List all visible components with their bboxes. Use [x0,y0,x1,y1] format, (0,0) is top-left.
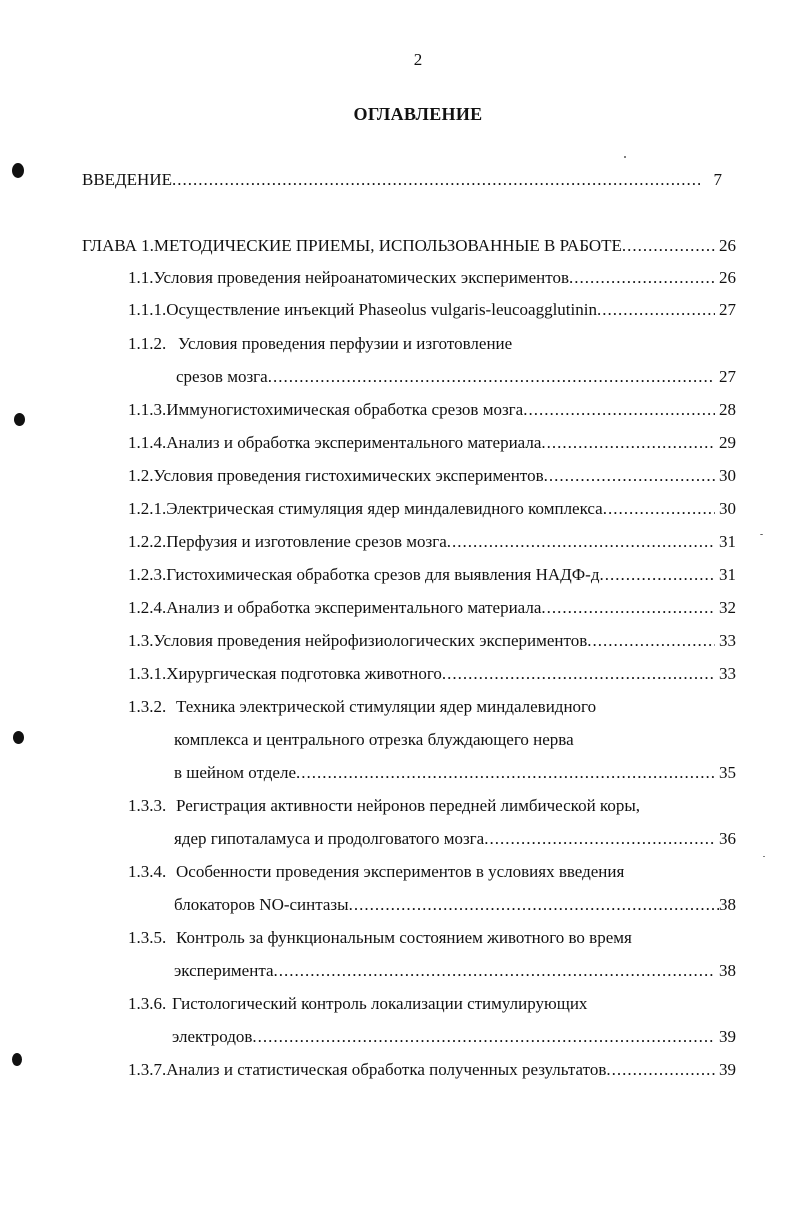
toc-entry-1-3-2[interactable] [128,695,736,719]
toc-entry-title: Гистохимическая обработка срезов для выявления НАДФ-д [166,565,600,584]
toc-leader-dots [274,959,715,983]
toc-page-number: 38 [719,895,736,914]
toc-entry-1-3-3-continuation[interactable] [174,827,736,851]
toc-entry-1-1-4[interactable] [128,431,736,455]
toc-entry-1-3-4-continuation[interactable] [174,893,736,917]
toc-page-number: 39 [719,1027,736,1046]
toc-page-number: 33 [719,664,736,683]
toc-leader-dots [349,893,719,917]
toc-entry-number: 1.3.4. [128,862,167,881]
toc-leader-dots [569,266,715,290]
toc-entry-number: 1.3.7. [128,1060,167,1079]
toc-entry-title: Хирургическая подготовка животного [166,664,442,683]
toc-entry-title: Анализ и статистическая обработка полученных результатов [166,1060,607,1079]
toc-entry-1-3-2-continuation[interactable] [174,761,736,785]
toc-entry-1-3[interactable] [128,629,736,653]
binder-hole-mark [12,163,24,178]
toc-page-number: 7 [713,170,722,189]
toc-leader-dots [442,662,715,686]
toc-leader-dots [296,761,715,785]
toc-entry-1-3-5-continuation[interactable] [174,959,736,983]
toc-entry-title: эксперимента [174,961,274,980]
toc-page-number: 26 [719,236,736,255]
toc-leader-dots [622,234,715,258]
toc-entry-title: Анализ и обработка экспериментального материала [166,598,542,617]
toc-entry-1-3-4[interactable] [128,860,736,884]
toc-page-number: 31 [719,565,736,584]
toc-entry-title: Условия проведения нейроанатомических экспериментов [153,268,569,287]
toc-entry-1-2-3[interactable] [128,563,736,587]
toc-entry-number: 1.2.4. [128,598,167,617]
toc-entry-number: 1.1.3. [128,400,167,419]
toc-entry-title: Условия проведения нейрофизиологических экспериментов [153,631,588,650]
toc-entry-1-2-4[interactable] [128,596,736,620]
toc-entry-1-1-2-continuation[interactable] [176,365,736,389]
toc-entry-number: 1.2.1. [128,499,167,518]
toc-page-number: 29 [719,433,736,452]
toc-entry-1-3-3[interactable] [128,794,736,818]
toc-entry-title: Условия проведения гистохимических экспериментов [153,466,544,485]
page-title: ОГЛАВЛЕНИЕ [353,104,483,124]
toc-entry-number: 1.1. [128,268,154,287]
toc-entry-title: Контроль за функциональным состоянием животного во время [176,928,632,947]
toc-entry-intro[interactable] [82,168,722,192]
toc-entry-number: 1.3.1. [128,664,167,683]
toc-entry-number: ГЛАВА 1. [82,236,154,255]
toc-entry-1-1-3[interactable] [128,398,736,422]
page-number: 2 [413,50,423,69]
toc-entry-1-3-6[interactable] [128,992,736,1016]
toc-page-number: 28 [719,400,736,419]
toc-leader-dots [599,563,715,587]
toc-entry-title: электродов [172,1027,253,1046]
toc-entry-number: 1.2. [128,466,154,485]
toc-entry-1-3-5[interactable] [128,926,736,950]
toc-entry-chapter-1[interactable] [82,234,736,258]
toc-entry-title: Гистологический контроль локализации стимулирующих [172,994,588,1013]
toc-entry-1-2-1[interactable] [128,497,736,521]
toc-leader-dots [541,596,715,620]
toc-page-number: 33 [719,631,736,650]
toc-entry-number: 1.1.1. [128,300,167,319]
toc-leader-dots [172,168,700,192]
toc-entry-number: 1.3.5. [128,928,167,947]
toc-entry-1-1[interactable] [128,266,736,290]
toc-leader-dots [484,827,715,851]
toc-leader-dots [606,1058,715,1082]
binder-hole-mark [13,731,24,744]
toc-entry-title: Особенности проведения экспериментов в условиях введения [176,862,625,881]
toc-entry-number: 1.3.6. [128,994,167,1013]
toc-page-number: 26 [719,268,736,287]
toc-page-number: 27 [719,300,736,319]
toc-page-number: 32 [719,598,736,617]
scan-speck [624,156,626,158]
toc-leader-dots [523,398,715,422]
toc-entry-title: ядер гипоталамуса и продолговатого мозга [174,829,485,848]
toc-entry-number: 1.1.2. [128,334,167,353]
toc-page-number: 38 [719,961,736,980]
toc-leader-dots [587,629,715,653]
toc-entry-number: 1.2.2. [128,532,167,551]
toc-leader-dots [541,431,715,455]
toc-leader-dots [268,365,715,389]
toc-leader-dots [603,497,715,521]
scan-speck [760,534,763,535]
toc-page-number: 30 [719,466,736,485]
toc-page-number: 27 [719,367,736,386]
toc-entry-title: Регистрация активности нейронов передней лимбической коры, [176,796,640,815]
toc-entry-1-3-6-continuation[interactable] [172,1025,736,1049]
toc-entry-1-3-1[interactable] [128,662,736,686]
toc-entry-title: Условия проведения перфузии и изготовление [178,334,513,353]
toc-entry-title: Электрическая стимуляция ядер миндалевидного комплекса [166,499,603,518]
toc-entry-1-1-1[interactable] [128,298,736,322]
toc-entry-number: 1.3.3. [128,796,167,815]
toc-page-number: 39 [719,1060,736,1079]
toc-entry-1-3-7[interactable] [128,1058,736,1082]
toc-entry-title: срезов мозга [176,367,268,386]
toc-entry-number: 1.3. [128,631,154,650]
toc-page-number: 36 [719,829,736,848]
toc-entry-1-2[interactable] [128,464,736,488]
binder-hole-mark [14,413,25,426]
toc-entry-title: блокаторов NO-синтазы [174,895,349,914]
toc-entry-number: 1.2.3. [128,565,167,584]
toc-page-number: 31 [719,532,736,551]
toc-leader-dots [597,298,715,322]
binder-hole-mark [12,1053,22,1066]
toc-page-number: 30 [719,499,736,518]
scan-speck [763,856,765,857]
toc-entry-title: Иммуногистохимическая обработка срезов мозга [166,400,524,419]
toc-entry-title: ВВЕДЕНИЕ [82,170,172,189]
toc-entry-title: в шейном отделе [174,763,296,782]
toc-entry-title: Техника электрической стимуляции ядер миндалевидного [176,697,597,716]
toc-leader-dots [544,464,715,488]
toc-entry-1-3-2-line-2: комплекса и центрального отрезка блуждающего нерва [174,730,574,749]
toc-entry-1-1-2[interactable] [128,332,736,356]
toc-page-number: 35 [719,763,736,782]
toc-entry-title: Осуществление инъекций Phaseolus vulgaris-leucoagglutinin [166,300,597,319]
toc-entry-1-2-2[interactable] [128,530,736,554]
toc-entry-number: 1.1.4. [128,433,167,452]
toc-entry-number: 1.3.2. [128,697,167,716]
toc-entry-title: МЕТОДИЧЕСКИЕ ПРИЕМЫ, ИСПОЛЬЗОВАННЫЕ В РАБОТЕ [153,236,622,255]
toc-entry-title: Анализ и обработка экспериментального материала [166,433,542,452]
toc-leader-dots [447,530,715,554]
toc-entry-title: Перфузия и изготовление срезов мозга [166,532,447,551]
toc-leader-dots [252,1025,715,1049]
